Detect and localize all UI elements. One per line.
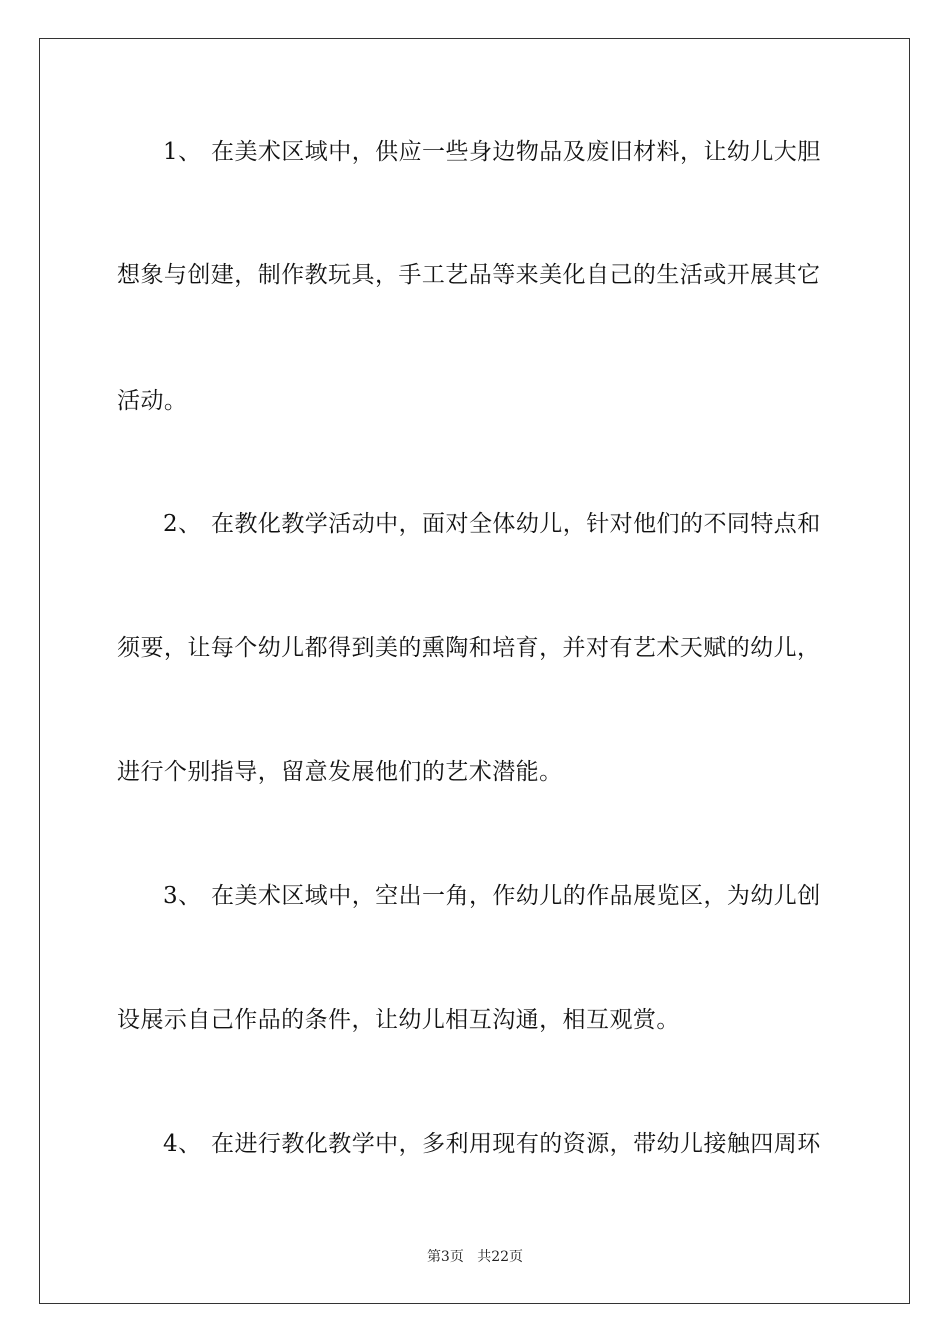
page-total: 共22页 [477,1249,524,1265]
paragraph-1-line-2: 想象与创建，制作教玩具，手工艺品等来美化自己的生活或开展其它 [117,262,821,288]
paragraph-2-line-3: 进行个别指导，留意发展他们的艺术潜能。 [117,759,563,785]
page-border [39,38,910,1304]
paragraph-1-line-1 [163,137,837,167]
paragraph-number: 4、 [163,1131,202,1157]
paragraph-text: 在美术区域中，供应一些身边物品及废旧材料，让幼儿大胆 [211,139,821,165]
paragraph-text: 在教化教学活动中，面对全体幼儿，针对他们的不同特点和 [211,511,821,537]
paragraph-3-line-2: 设展示自己作品的条件，让幼儿相互沟通，相互观赏。 [117,1007,680,1033]
paragraph-2-line-2: 须要，让每个幼儿都得到美的熏陶和培育，并对有艺术天赋的幼儿， [117,635,821,661]
paragraph-text: 在美术区域中，空出一角，作幼儿的作品展览区，为幼儿创 [211,883,821,909]
page-footer [0,1248,950,1266]
paragraph-4-line-1 [163,1129,837,1159]
paragraph-number: 3、 [163,883,202,909]
paragraph-1-line-3: 活动。 [117,388,188,414]
paragraph-number: 1、 [163,139,202,165]
paragraph-3-line-1 [163,881,837,911]
paragraph-number: 2、 [163,511,202,537]
paragraph-2-line-1 [163,509,837,539]
paragraph-text: 在进行教化教学中，多利用现有的资源，带幼儿接触四周环 [211,1131,821,1157]
page-number: 第3页 [426,1249,464,1265]
